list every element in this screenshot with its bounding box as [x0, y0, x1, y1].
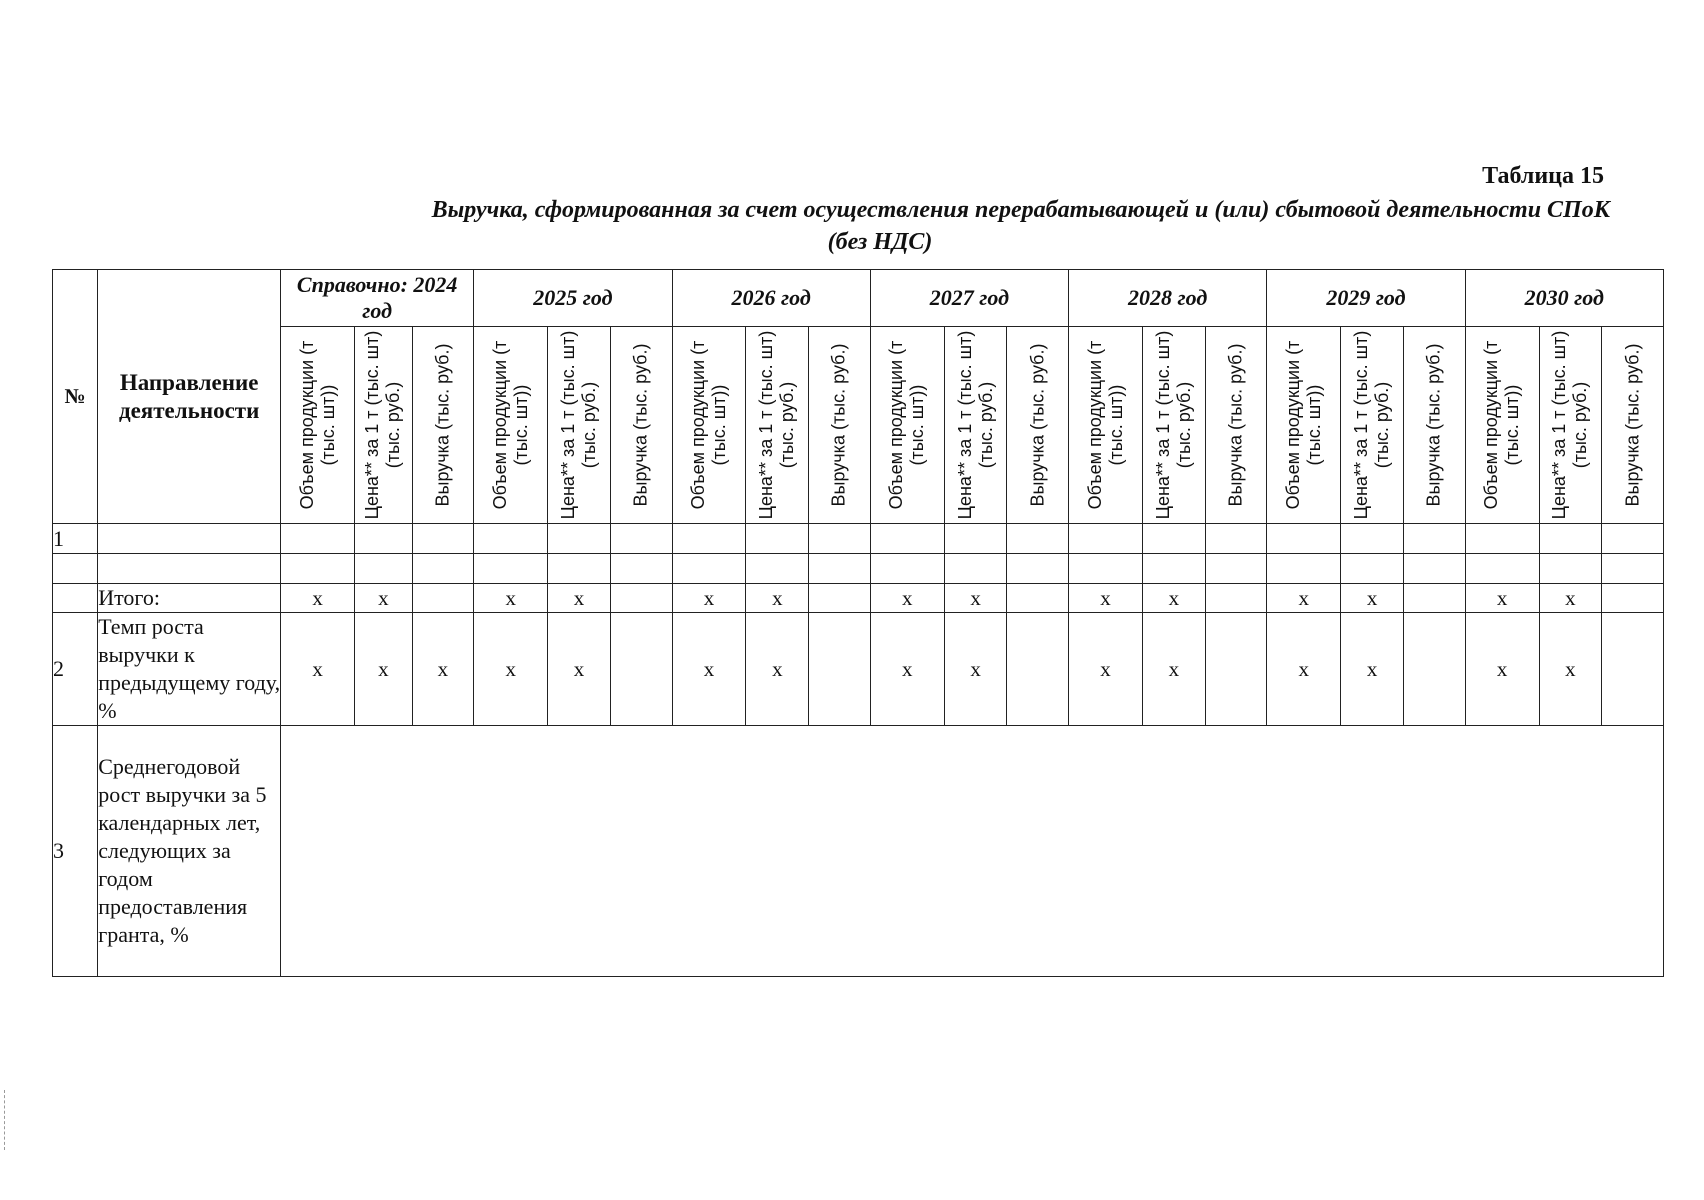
- subheader-cell: [1007, 327, 1069, 524]
- subheader-label: Объем продукции (т (тыс. шт)): [688, 340, 729, 510]
- table-cell: [1267, 524, 1341, 554]
- table-cell: х: [548, 613, 611, 726]
- subheader-cell: [1341, 327, 1404, 524]
- header-year-2030: 2030 год: [1465, 270, 1663, 327]
- table-cell: [1403, 584, 1465, 613]
- table-cell: [1602, 584, 1664, 613]
- table-cell: х: [944, 584, 1007, 613]
- table-cell: [672, 524, 746, 554]
- subheader-cell: [1602, 327, 1664, 524]
- table-cell: х: [355, 613, 413, 726]
- subheader-label: Объем продукции (т (тыс. шт)): [296, 340, 338, 510]
- table-cell: [1403, 554, 1465, 584]
- table-cell: [746, 524, 809, 554]
- subheader-label: Цена** за 1 т (тыс. шт) (тыс. руб.): [1549, 330, 1591, 520]
- subheader-label: Выручка (тыс. руб.): [1622, 343, 1643, 507]
- table-cell: х: [474, 584, 548, 613]
- table-row: [53, 554, 1664, 584]
- table-cell: [281, 524, 355, 554]
- table-cell: [355, 524, 413, 554]
- table-cell: [1143, 554, 1206, 584]
- table-cell: [610, 524, 672, 554]
- table-cell: [1007, 584, 1069, 613]
- table-cell: х: [1341, 613, 1404, 726]
- table-cell: [610, 613, 672, 726]
- table-row: [53, 613, 1664, 726]
- subheader-label: Цена** за 1 т (тыс. шт) (тыс. руб.): [1351, 330, 1393, 520]
- table-cell: [672, 554, 746, 584]
- table-cell: [1007, 524, 1069, 554]
- table-cell: х: [355, 584, 413, 613]
- table-cell: [1602, 554, 1664, 584]
- table-cell: х: [746, 613, 809, 726]
- table-cell: [1143, 524, 1206, 554]
- subheader-cell: [1539, 327, 1602, 524]
- subheader-label: Объем продукции (т (тыс. шт)): [489, 340, 531, 510]
- subheader-label: Выручка (тыс. руб.): [828, 343, 849, 507]
- table-cell: [412, 554, 474, 584]
- table-cell: [1205, 554, 1267, 584]
- caption-line-2: (без НДС): [827, 229, 933, 255]
- table-row: [53, 726, 1664, 977]
- subheader-cell: [474, 327, 548, 524]
- subheader-label: Выручка (тыс. руб.): [432, 343, 453, 507]
- table-cell: [809, 554, 871, 584]
- row-number: [53, 584, 98, 613]
- subheader-label: Объем продукции (т (тыс. шт)): [1084, 340, 1126, 510]
- subheader-cell: [1205, 327, 1267, 524]
- subheader-cell: [1465, 327, 1539, 524]
- table-cell: [1069, 554, 1143, 584]
- subheader-cell: [672, 327, 746, 524]
- table-cell: [1205, 613, 1267, 726]
- row-number: 3: [53, 726, 98, 977]
- table-cell: х: [1539, 613, 1602, 726]
- table-row: [53, 524, 1664, 554]
- table-cell: х: [870, 613, 944, 726]
- table-cell: [809, 584, 871, 613]
- subheader-label: Объем продукции (т (тыс. шт)): [1481, 340, 1523, 510]
- subheader-cell: [548, 327, 611, 524]
- table-cell: [870, 524, 944, 554]
- table-cell: х: [746, 584, 809, 613]
- table-cell: [1267, 554, 1341, 584]
- subheader-label: Цена** за 1 т (тыс. шт) (тыс. руб.): [756, 330, 798, 520]
- row-label: [98, 554, 281, 584]
- subheader-label: Выручка (тыс. руб.): [1225, 343, 1246, 507]
- revenue-table: [52, 269, 1664, 977]
- subheader-label: Цена** за 1 т (тыс. шт) (тыс. руб.): [954, 330, 996, 520]
- growth-rate-label: Темп роста выручки к предыдущему году, %: [98, 613, 281, 726]
- subheader-label: Выручка (тыс. руб.): [630, 343, 651, 507]
- scan-edge-mark: [4, 1090, 6, 1150]
- header-year-2027: 2027 год: [870, 270, 1068, 327]
- table-cell: [548, 554, 611, 584]
- subheader-cell: [355, 327, 413, 524]
- table-cell: [1403, 613, 1465, 726]
- table-cell: [944, 554, 1007, 584]
- table-cell: х: [1267, 584, 1341, 613]
- header-year-2025: 2025 год: [474, 270, 672, 327]
- table-cell: х: [870, 584, 944, 613]
- subheader-label: Объем продукции (т (тыс. шт)): [1282, 340, 1324, 510]
- subheader-cell: [1069, 327, 1143, 524]
- table-cell: х: [1143, 584, 1206, 613]
- subheader-cell: [412, 327, 474, 524]
- table-cell: х: [1341, 584, 1404, 613]
- header-year-2029: 2029 год: [1267, 270, 1465, 327]
- subheader-cell: [610, 327, 672, 524]
- table-cell: х: [1267, 613, 1341, 726]
- table-cell: [1403, 524, 1465, 554]
- table-cell: [1465, 554, 1539, 584]
- table-cell: [610, 584, 672, 613]
- subheader-cell: [1143, 327, 1206, 524]
- table-cell: [412, 524, 474, 554]
- subheader-label: Выручка (тыс. руб.): [1027, 343, 1048, 507]
- table-cell: х: [1143, 613, 1206, 726]
- header-number: №: [53, 270, 98, 524]
- table-row: [53, 584, 1664, 613]
- table-cell: [944, 524, 1007, 554]
- table-cell: [870, 554, 944, 584]
- table-cell: [610, 554, 672, 584]
- avg-growth-value: [281, 726, 1664, 977]
- subheader-cell: [281, 327, 355, 524]
- table-cell: х: [281, 613, 355, 726]
- subheader-label: Цена** за 1 т (тыс. шт) (тыс. руб.): [558, 330, 600, 520]
- table-cell: [1602, 613, 1664, 726]
- subheader-cell: [944, 327, 1007, 524]
- table-cell: [355, 554, 413, 584]
- table-cell: [412, 584, 474, 613]
- table-cell: х: [672, 584, 746, 613]
- header-year-2026: 2026 год: [672, 270, 870, 327]
- row-label: [98, 524, 281, 554]
- table-cell: [1465, 524, 1539, 554]
- table-cell: х: [412, 613, 474, 726]
- subheader-label: Цена** за 1 т (тыс. шт) (тыс. руб.): [1152, 330, 1194, 520]
- subheader-cell: [870, 327, 944, 524]
- subheader-label: Выручка (тыс. руб.): [1423, 343, 1444, 507]
- table-cell: [1205, 524, 1267, 554]
- table-cell: х: [1539, 584, 1602, 613]
- table-cell: х: [548, 584, 611, 613]
- header-year-2024: Справочно: 2024 год: [281, 270, 474, 327]
- subheader-row: [53, 327, 1664, 524]
- table-cell: [746, 554, 809, 584]
- subheader-cell: [1403, 327, 1465, 524]
- subheader-label: Цена** за 1 т (тыс. шт) (тыс. руб.): [362, 330, 404, 520]
- subheader-cell: [1267, 327, 1341, 524]
- header-direction: Направление деятельности: [98, 270, 281, 524]
- table-cell: [548, 524, 611, 554]
- subheader-label: Объем продукции (т (тыс. шт)): [886, 340, 928, 510]
- table-cell: [1205, 584, 1267, 613]
- table-cell: [474, 524, 548, 554]
- table-cell: [1069, 524, 1143, 554]
- table-cell: х: [672, 613, 746, 726]
- header-year-2028: 2028 год: [1069, 270, 1267, 327]
- avg-growth-label: Среднегодовой рост выручки за 5 календарных лет, следующих за годом предоставления гранта, %: [98, 726, 281, 977]
- table-caption: [150, 194, 1610, 258]
- table-cell: х: [1069, 584, 1143, 613]
- table-cell: [474, 554, 548, 584]
- table-cell: [1341, 554, 1404, 584]
- subheader-cell: [746, 327, 809, 524]
- table-cell: х: [1465, 613, 1539, 726]
- table-cell: х: [1465, 584, 1539, 613]
- table-cell: [809, 613, 871, 726]
- table-cell: х: [281, 584, 355, 613]
- table-cell: [1341, 524, 1404, 554]
- row-number: [53, 554, 98, 584]
- subheader-cell: [809, 327, 871, 524]
- table-cell: [1539, 554, 1602, 584]
- table-cell: х: [1069, 613, 1143, 726]
- table-cell: [281, 554, 355, 584]
- table-cell: [809, 524, 871, 554]
- table-number: Таблица 15: [1482, 163, 1604, 189]
- table-cell: х: [944, 613, 1007, 726]
- table-cell: [1602, 524, 1664, 554]
- table-cell: [1007, 613, 1069, 726]
- total-label: Итого:: [98, 584, 281, 613]
- row-number: 2: [53, 613, 98, 726]
- caption-line-1: Выручка, сформированная за счет осуществления перерабатывающей и (или) сбытовой деятельности СПоК: [431, 197, 1610, 223]
- row-number: 1: [53, 524, 98, 554]
- table-cell: [1007, 554, 1069, 584]
- table-cell: х: [474, 613, 548, 726]
- table-cell: [1539, 524, 1602, 554]
